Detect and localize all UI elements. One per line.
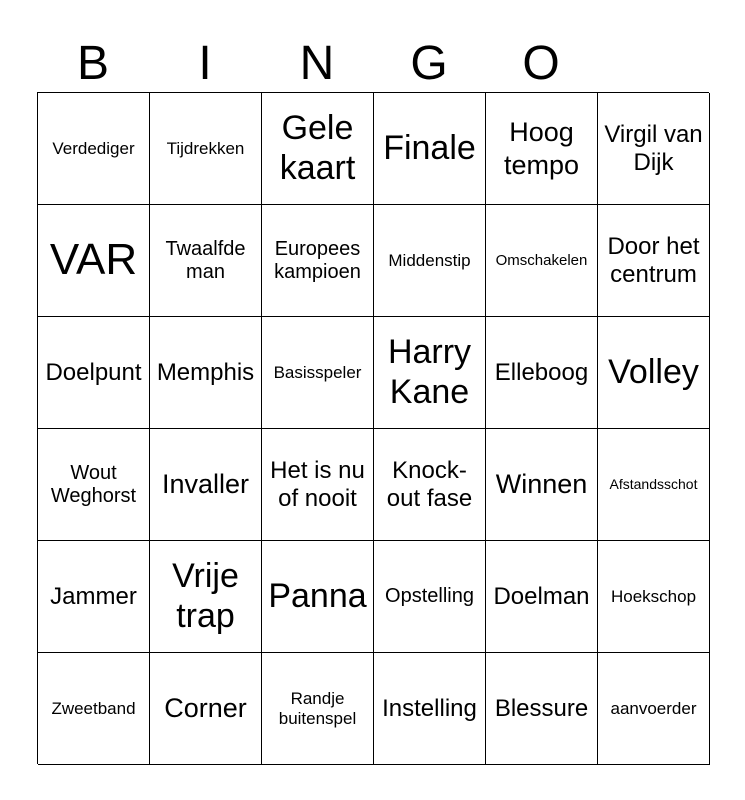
bingo-cell[interactable]: Zweetband [38,653,150,765]
bingo-cell[interactable]: Corner [150,653,262,765]
bingo-cell[interactable]: Instelling [374,653,486,765]
bingo-cell[interactable]: Doelman [486,541,598,653]
bingo-cell[interactable]: Europees kampioen [262,205,374,317]
bingo-cell[interactable]: Blessure [486,653,598,765]
bingo-cell[interactable]: Het is nu of nooit [262,429,374,541]
header-letter-i: I [198,37,212,90]
bingo-cell[interactable]: Jammer [38,541,150,653]
bingo-cell[interactable]: Middenstip [374,205,486,317]
header-letter-g: G [410,37,448,90]
bingo-cell[interactable]: Basisspeler [262,317,374,429]
bingo-cell[interactable]: Omschakelen [486,205,598,317]
bingo-cell[interactable]: Hoog tempo [486,93,598,205]
bingo-cell[interactable]: Invaller [150,429,262,541]
bingo-cell[interactable]: Vrije trap [150,541,262,653]
bingo-cell[interactable]: Doelpunt [38,317,150,429]
bingo-cell[interactable]: Knock-out fase [374,429,486,541]
bingo-header [37,36,709,92]
bingo-cell[interactable]: Elleboog [486,317,598,429]
bingo-cell[interactable]: VAR [38,205,150,317]
header-letter-n: N [299,37,335,90]
bingo-cell[interactable]: Panna [262,541,374,653]
bingo-cell[interactable]: Winnen [486,429,598,541]
bingo-cell[interactable]: Hoekschop [598,541,710,653]
bingo-cell[interactable]: Afstandsschot [598,429,710,541]
bingo-cell[interactable]: Memphis [150,317,262,429]
bingo-cell[interactable]: Door het centrum [598,205,710,317]
bingo-cell[interactable]: Wout Weghorst [38,429,150,541]
bingo-cell[interactable]: Twaalfde man [150,205,262,317]
header-letter-o: O [522,37,560,90]
bingo-cell[interactable]: Harry Kane [374,317,486,429]
bingo-cell[interactable]: Gele kaart [262,93,374,205]
bingo-card-grid [37,92,709,764]
bingo-cell[interactable]: Tijdrekken [150,93,262,205]
bingo-cell[interactable]: Opstelling [374,541,486,653]
bingo-cell[interactable]: Randje buitenspel [262,653,374,765]
bingo-cell[interactable]: Verdediger [38,93,150,205]
bingo-cell[interactable]: Volley [598,317,710,429]
bingo-cell[interactable]: Virgil van Dijk [598,93,710,205]
header-letter-b: B [76,37,109,90]
bingo-cell[interactable]: Finale [374,93,486,205]
bingo-cell[interactable]: aanvoerder [598,653,710,765]
